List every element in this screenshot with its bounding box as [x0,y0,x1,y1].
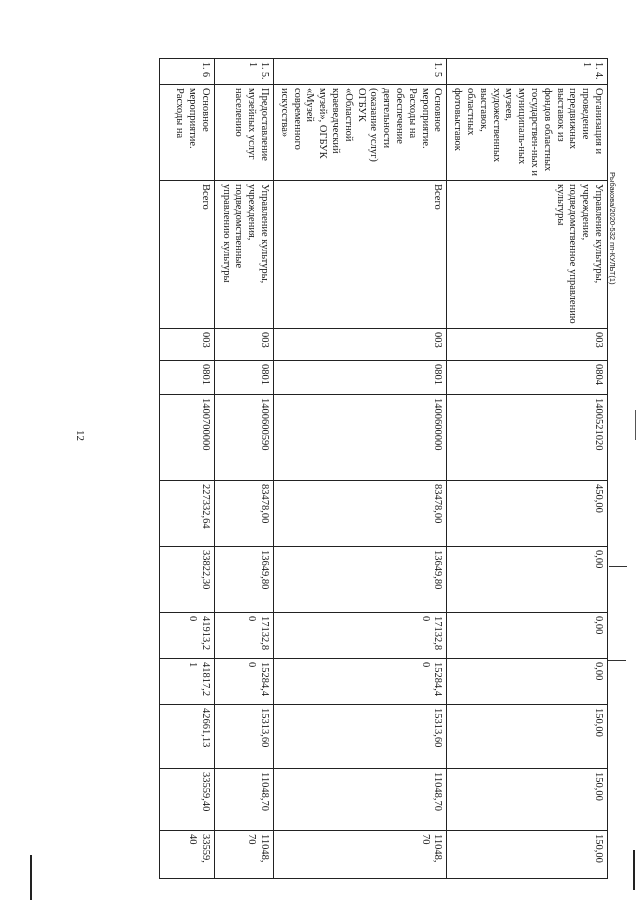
row-number: 1. 5 [274,59,447,85]
rzpr-code: 0804 [447,361,608,395]
rzpr-code: 0801 [160,361,215,395]
value-year-1: 13649,80 [274,547,447,613]
value-year-2: 17132,8 0 [274,613,447,659]
value-year-3: 15284,4 0 [215,659,274,705]
csr-code: 1400600000 [274,395,447,481]
value-total: 83478,00 [274,481,447,547]
value-year-1: 33822,30 [160,547,215,613]
rzpr-code: 0801 [215,361,274,395]
scan-edge-mark [635,410,636,440]
value-year-6: 11048, 70 [215,831,274,879]
measure-name: Основное мероприятие. Расходы на обеспечение деятельности (оказание услуг) ОГБУК «Областной краеведческий музей», ОГБУК «Музей современного искусства» [274,85,447,181]
responsible: Управление культуры, учреждение, подведомственное управлению культуры [447,181,608,329]
document-code: Рыбакова/2020-532 пп-КУЛЬТ(1) [608,172,617,285]
table-row [447,59,608,879]
value-year-5: 11048,70 [215,769,274,831]
value-year-5: 11048,70 [274,769,447,831]
measure-name: Основное мероприятие. Расходы на [160,85,215,181]
value-year-3: 41817,2 1 [160,659,215,705]
row-number: 1. 6 [160,59,215,85]
value-total: 227332,64 [160,481,215,547]
row-number: 1. 5. 1 [215,59,274,85]
grbs-code: 003 [215,329,274,361]
scan-edge-mark [633,850,635,890]
value-year-4: 42661,13 [160,705,215,769]
row-number: 1. 4. 1 [447,59,608,85]
csr-code: 1400600590 [215,395,274,481]
responsible: Управление культуры, учреждения, подведомственные управлению культуры [215,181,274,329]
value-year-5: 150,00 [447,769,608,831]
rzpr-code: 0801 [274,361,447,395]
value-year-4: 150,00 [447,705,608,769]
table-row [215,59,274,879]
scan-dash-mark [609,566,627,567]
grbs-code: 003 [160,329,215,361]
value-year-2: 0,00 [447,613,608,659]
table-row [274,59,447,879]
table-row [160,59,215,879]
scan-edge-mark [30,855,32,900]
value-year-6: 33559, 40 [160,831,215,879]
scan-dash-mark [608,660,626,661]
grbs-code: 003 [447,329,608,361]
value-year-3: 0,00 [447,659,608,705]
table-body [160,59,608,879]
budget-table [159,58,608,879]
measure-name: Организация и проведение передвижных выставок из фондов областных государствен-ных и муниципаль-ных музеев, художественных выставок, областных фотовыставок [447,85,608,181]
value-year-4: 15313,60 [274,705,447,769]
page-number: 12 [74,430,86,441]
value-total: 450,00 [447,481,608,547]
value-year-4: 15313,60 [215,705,274,769]
value-year-6: 11048, 70 [274,831,447,879]
value-year-6: 150,00 [447,831,608,879]
value-year-1: 0,00 [447,547,608,613]
grbs-code: 003 [274,329,447,361]
program-table [58,58,608,863]
value-year-2: 41913,2 0 [160,613,215,659]
csr-code: 1400700000 [160,395,215,481]
value-year-5: 33559,40 [160,769,215,831]
value-year-2: 17132,8 0 [215,613,274,659]
value-year-1: 13649,80 [215,547,274,613]
responsible: Всего [274,181,447,329]
csr-code: 1400521020 [447,395,608,481]
measure-name: Предоставление музейных услуг населению [215,85,274,181]
value-year-3: 15284,4 0 [274,659,447,705]
value-total: 83478,00 [215,481,274,547]
responsible: Всего [160,181,215,329]
